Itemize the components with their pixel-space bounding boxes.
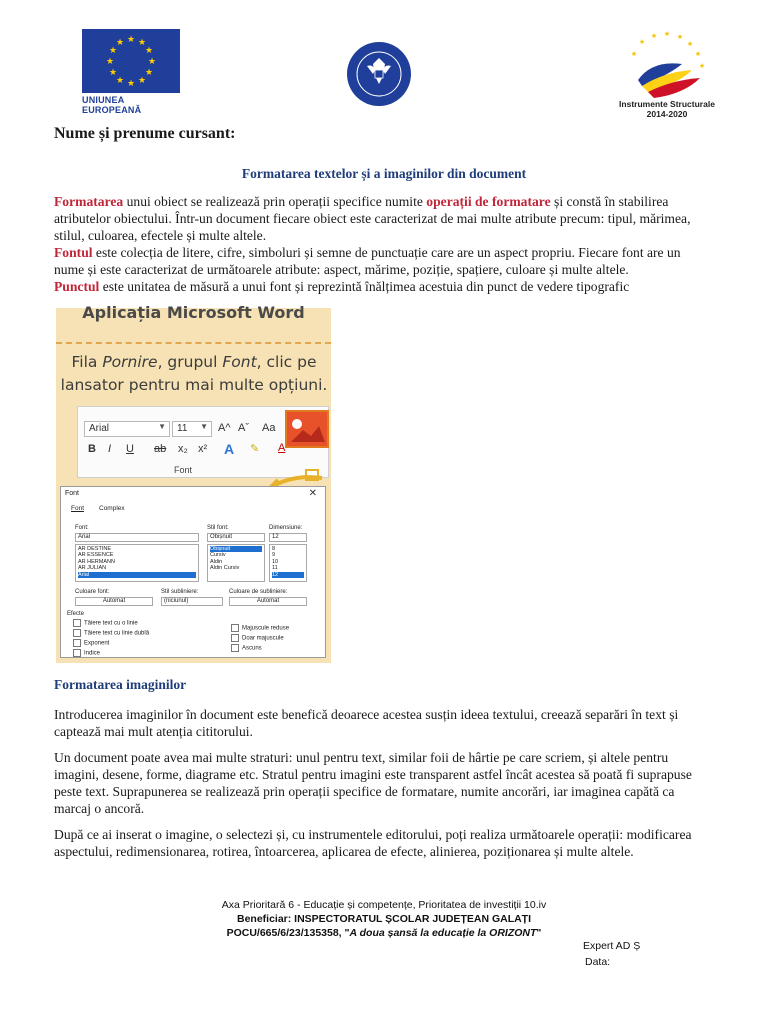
style-input[interactable]: Obișnuit [207,533,265,542]
paragraph-images-intro: Introducerea imaginilor în document este benefică deoarece acestea susțin ideea textului, creează separări în text și captează mai mult atenția cititorului. [54,707,679,739]
grow-font-button[interactable]: A^ [218,422,231,434]
size-input[interactable]: 12 [269,533,307,542]
list-item[interactable]: 8 [272,546,276,552]
svg-text:★: ★ [115,38,125,48]
list-item[interactable]: 11 [272,565,278,572]
list-item[interactable]: Arial [78,572,196,578]
svg-text:★: ★ [144,68,154,78]
font-color-select[interactable]: Automat [75,597,153,606]
font-dialog [60,486,326,658]
eu-caption: UNIUNEA EUROPEANĂ [82,95,142,115]
underline-color-select[interactable]: Automat [229,597,307,606]
superscript-button[interactable]: x² [198,443,208,455]
paragraph-formatting: Formatarea unui obiect se realizează prin operații specifice numite operații de formatare și constă în stabilirea atributelor obiectului. Într-un document fiecare obiect este caracterizat de mai multe atribute precum: tipul, mărimea, stilul, culoarea, efectele și multe altele. [54,194,691,243]
svg-text:★: ★ [115,76,125,86]
style-label: Stil font: [207,525,229,531]
effect-checkbox[interactable]: Ascuns [231,644,262,652]
svg-text:★: ★ [126,35,136,45]
svg-text:★: ★ [137,38,147,48]
svg-text:★: ★ [108,46,118,56]
style-list[interactable] [207,544,265,582]
svg-text:★: ★ [105,57,115,67]
bold-button[interactable]: B [88,443,96,455]
date-label: Data: [585,956,611,968]
svg-text:★: ★ [144,46,154,56]
svg-text:★: ★ [630,50,638,58]
screenshot-heading: Aplicația Microsoft Word [82,303,305,322]
footer-beneficiary: Beneficiar: INSPECTORATUL ȘCOLAR JUDEȚEAN GALAȚI [236,913,532,925]
font-size-box[interactable]: 11 ▼ [172,421,212,437]
list-item[interactable]: Aldin [210,558,223,565]
svg-text:★: ★ [686,40,694,48]
list-item[interactable]: 12 [272,572,304,578]
page-footer [0,898,768,940]
effects-label: Efecte [67,611,85,617]
list-item[interactable]: AR HERMANN [78,558,115,565]
tab-font[interactable]: Font [71,505,85,512]
svg-text:★: ★ [126,79,136,89]
list-item[interactable]: AR ESSENCE [78,552,114,559]
is-caption: Instrumente Structurale 2014-2020 [619,99,715,119]
close-icon[interactable]: ✕ [308,488,317,499]
underline-color-label: Culoare de subliniere: [229,589,288,595]
svg-text:★: ★ [638,38,646,46]
svg-text:★: ★ [694,50,702,58]
paragraph-layers: Un document poate avea mai multe straturi: unul pentru text, similar foii de hârtie pe care scriem, și altele pentru imagini, desene, forme, diagrame etc. Stratul pentru imagini este transparent astfel încât acestea să poată fi suprapuse peste text. Suprapunerea se realizează prin operații specifice de formatare, numite ancorări, iar imaginea capătă ca marcaj o ancoră. [54,750,692,816]
screenshot-instruction: Fila Pornire, grupul Font, clic pe lansator pentru mai multe opțiuni. [60,353,328,394]
effect-checkbox[interactable]: Majuscule reduse [231,624,289,632]
svg-text:★: ★ [676,33,684,41]
footer-project-code: POCU/665/6/23/135358, "A doua șansă la educație la ORIZONT" [226,927,542,939]
size-list[interactable] [269,544,307,582]
font-color-button[interactable]: A [278,442,286,454]
eu-logo [82,29,180,115]
size-label: Dimensiune: [269,525,303,531]
shrink-font-button[interactable]: Aˇ [238,422,249,434]
italic-button[interactable]: I [108,443,112,455]
picture-icon [285,410,329,448]
list-item[interactable]: Obișnuit [210,546,262,552]
ribbon-group-label: Font [173,465,192,475]
eu-flag-icon [82,29,180,93]
svg-text:★: ★ [108,68,118,78]
document-title: Formatarea textelor și a imaginilor din document [241,166,527,181]
font-input[interactable]: Arial [75,533,199,542]
word-font-screenshot [56,303,331,663]
list-item[interactable]: Aldin Cursiv [210,565,240,572]
expert-signature-block [583,938,640,970]
footer-axis-line: Axa Prioritară 6 - Educație și competențe, Prioritatea de investiții 10.iv [221,899,547,911]
underline-style-label: Stil subliniere: [161,589,199,595]
highlight-icon[interactable]: ✎ [250,443,260,455]
intro-paragraphs [54,193,714,295]
image-paragraphs [54,706,714,869]
effect-checkbox[interactable]: Indice [73,649,100,657]
section-title-images: Formatarea imaginilor [54,677,187,692]
paragraph-point: Punctul este unitatea de măsură a unui font și reprezintă înălțimea acestuia din punct de vedere tipografic [54,279,630,294]
svg-text:★: ★ [650,32,658,40]
government-seal-icon [345,40,413,108]
expert-label: Expert AD Ș [583,940,641,952]
change-case-button[interactable]: Aa [262,422,276,434]
list-item[interactable]: AR JULIAN [78,565,107,572]
effect-checkbox[interactable]: Tăiere text cu o linie [73,619,138,627]
svg-text:★: ★ [698,62,706,70]
paragraph-font: Fontul este colecția de litere, cifre, simboluri și semne de punctuație care are un aspect propriu. Fiecare font are un nume și este caracterizat de următoarele atribute: aspect, mărime, poziție, spațiere, culoare și multe altele. [54,245,681,277]
dialog-title: Font [65,490,80,497]
tab-complex[interactable]: Complex [99,505,125,512]
list-item[interactable]: Cursiv [210,552,226,559]
chevron-down-icon: ▼ [158,422,166,431]
effect-checkbox[interactable]: Doar majuscule [231,634,284,642]
font-color-label: Culoare font: [75,589,110,595]
student-name-label: Nume și prenume cursant: [54,125,236,142]
chevron-down-icon: ▼ [200,422,208,431]
list-item[interactable]: 10 [272,558,279,565]
svg-text:★: ★ [663,30,671,38]
font-label: Font: [75,525,89,531]
font-list[interactable] [75,544,199,582]
list-item[interactable]: 9 [272,552,276,559]
list-item[interactable]: AR DESTINE [78,546,112,552]
font-name-box[interactable]: Arial ▼ [84,421,170,437]
strikethrough-button[interactable]: ab [154,443,167,455]
underline-style-select[interactable]: (niciunul) [161,597,223,606]
effect-checkbox[interactable]: Exponent [73,639,109,647]
svg-text:★: ★ [137,76,147,86]
text-effects-button[interactable]: A [224,441,235,457]
subscript-button[interactable]: x₂ [178,443,188,455]
screenshot-divider [56,342,331,344]
effect-checkbox[interactable]: Tăiere text cu linie dublă [73,629,149,637]
svg-text:★: ★ [147,57,157,67]
underline-button[interactable]: U [126,443,134,455]
paragraph-operations: După ce ai inserat o imagine, o selectezi și, cu instrumentele editorului, poți realiza următoarele operații: modificarea aspectului, redimensionarea, rotirea, întoarcerea, aplicarea de efecte, alinierea, poziționarea și multe altele. [54,827,692,859]
